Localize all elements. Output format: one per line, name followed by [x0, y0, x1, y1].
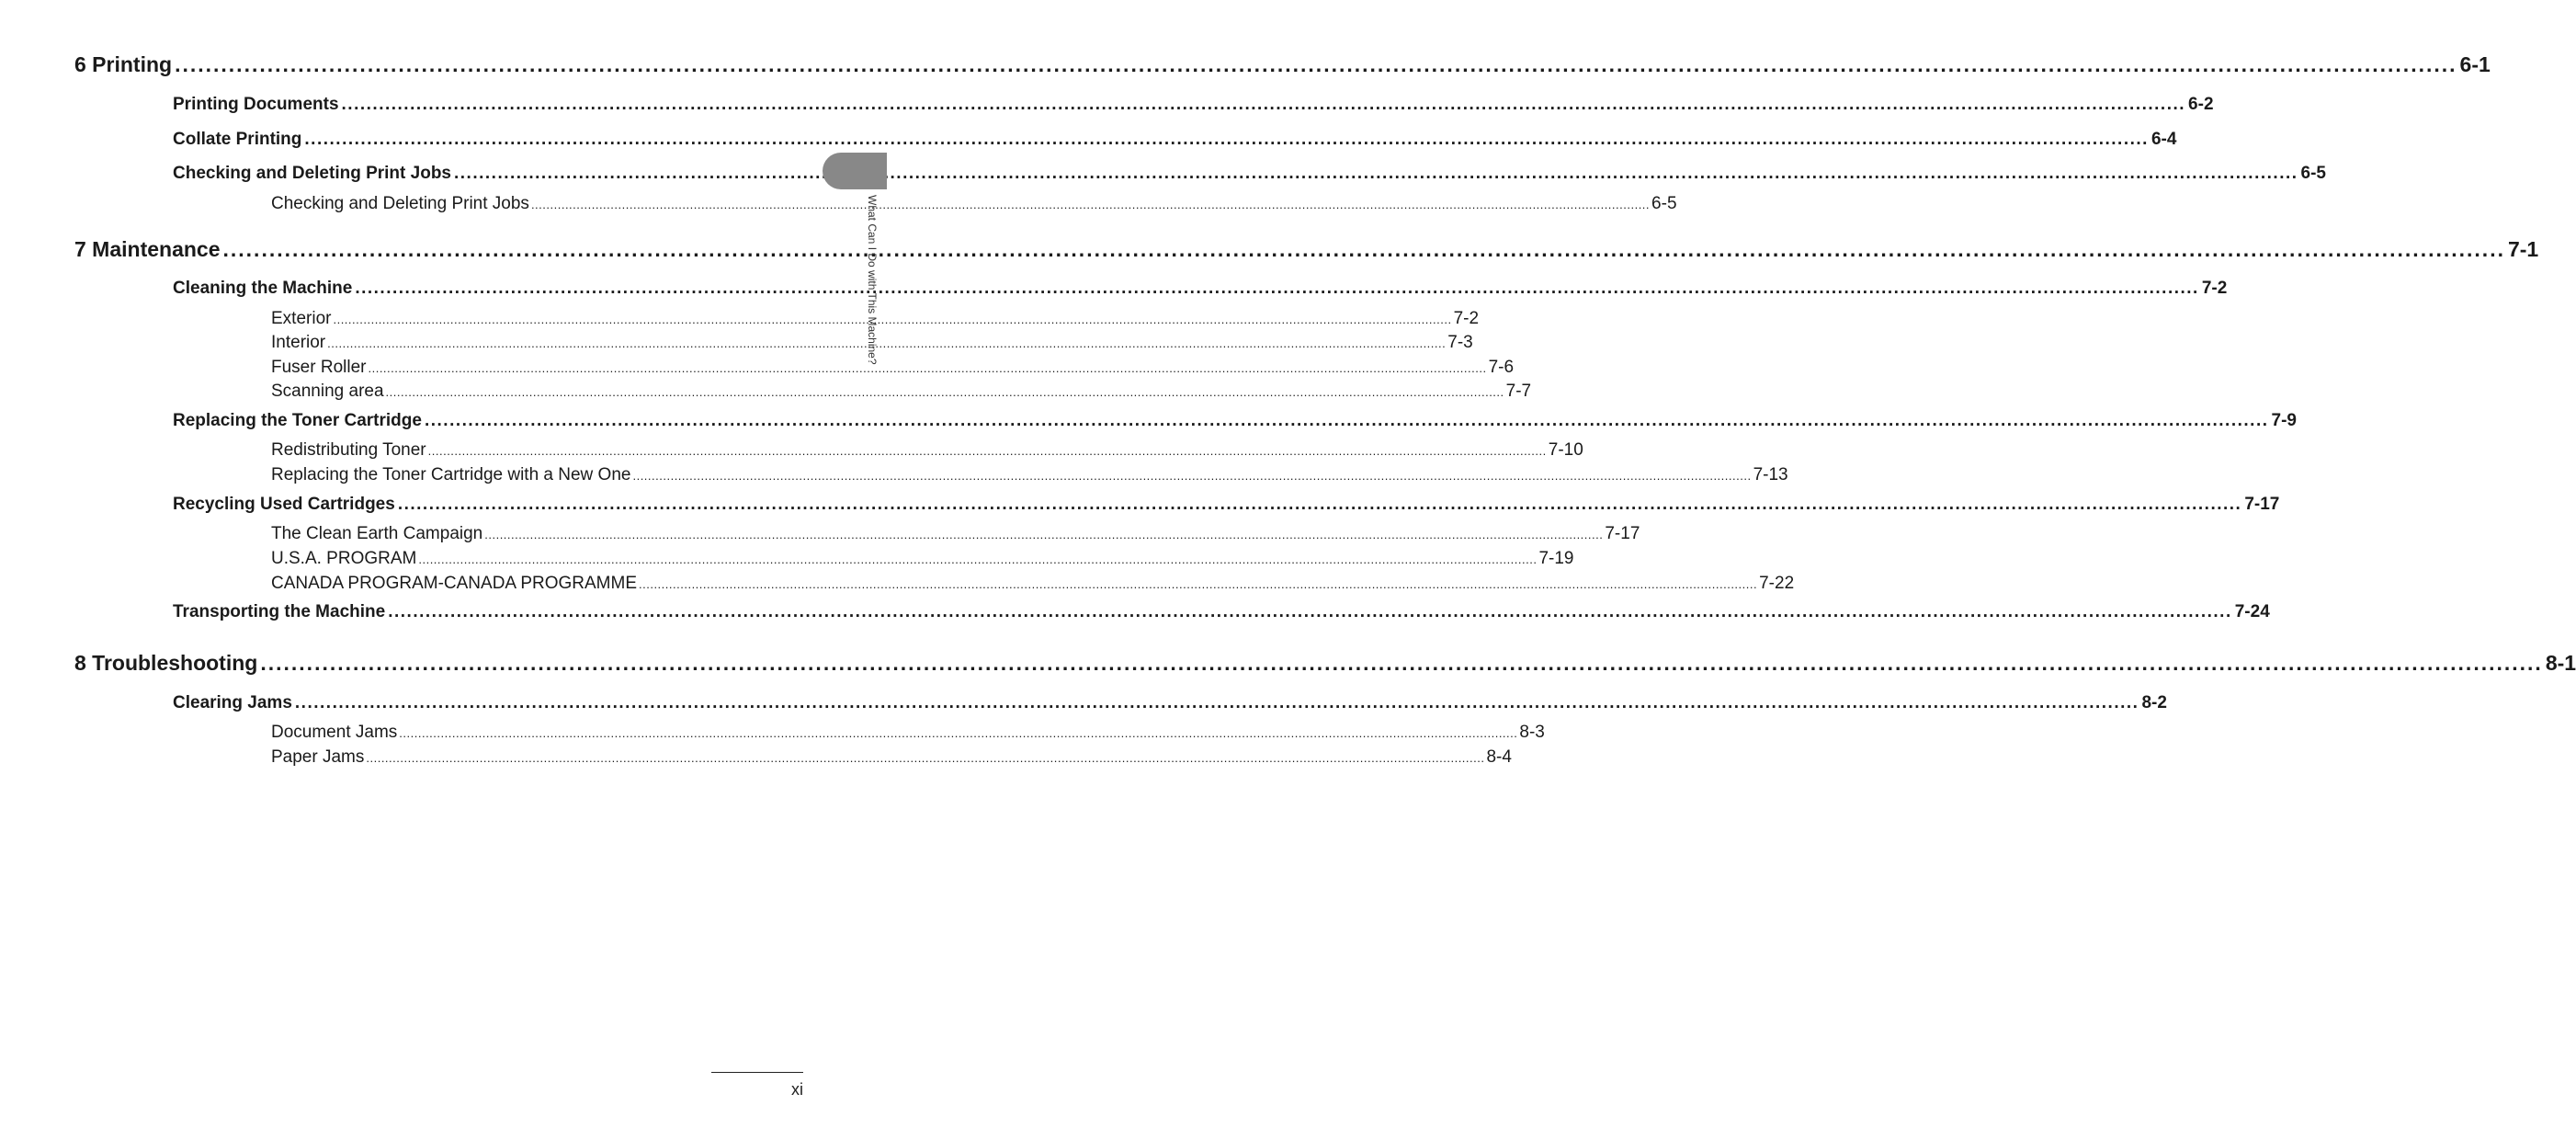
toc-subsection-clean-earth[interactable] — [271, 524, 1640, 544]
toc-title: The Clean Earth Campaign — [271, 524, 483, 543]
toc-page: 8-4 — [1486, 747, 1512, 767]
leader-dots — [388, 602, 2232, 622]
toc-title: Cleaning the Machine — [173, 279, 353, 298]
toc-subsection-document-jams[interactable] — [271, 723, 1545, 743]
toc-subsection-paper-jams[interactable] — [271, 747, 1512, 768]
leader-dots — [428, 444, 1547, 458]
chapter-side-tab[interactable] — [823, 153, 887, 189]
footer-rule — [711, 1072, 803, 1073]
leader-dots — [342, 95, 2186, 115]
page-number: xi — [791, 1080, 803, 1099]
toc-subsection-interior[interactable] — [271, 333, 1473, 353]
side-tab-label: What Can I Do with This Machine? — [866, 195, 879, 365]
toc-subsection-replacing-new-one[interactable] — [271, 465, 1788, 485]
toc-chapter-maintenance[interactable] — [74, 237, 2539, 262]
toc-section-printing-documents[interactable] — [173, 95, 2214, 115]
toc-section-cleaning[interactable] — [173, 279, 2228, 299]
leader-dots — [484, 528, 1603, 541]
toc-title: Clearing Jams — [173, 693, 292, 712]
leader-dots — [327, 336, 1446, 350]
leader-dots — [531, 198, 1650, 211]
leader-dots — [386, 385, 1504, 399]
toc-page: 7-2 — [1453, 309, 1480, 328]
toc-title: Redistributing Toner — [271, 440, 426, 460]
leader-dots — [425, 411, 2269, 431]
leader-dots — [355, 279, 2199, 299]
toc-chapter-printing[interactable] — [74, 52, 2491, 77]
toc-title: U.S.A. PROGRAM — [271, 549, 417, 568]
toc-title: Transporting the Machine — [173, 602, 386, 621]
leader-dots — [295, 693, 2139, 713]
toc-page: 7-2 — [2201, 279, 2228, 298]
toc-page: 8-3 — [1519, 723, 1545, 742]
toc-page: 6-5 — [2300, 164, 2326, 183]
toc-page: 6-5 — [1651, 194, 1677, 213]
toc-page: 7-1 — [2507, 237, 2539, 261]
leader-dots — [333, 313, 1451, 326]
toc-title: Scanning area — [271, 382, 384, 401]
toc-page: 7-10 — [1548, 440, 1583, 460]
toc-section-replacing-toner[interactable] — [173, 411, 2297, 431]
toc-page: 7-22 — [1759, 574, 1795, 593]
toc-title: Fuser Roller — [271, 358, 367, 377]
leader-dots — [399, 726, 1517, 740]
toc-title: Collate Printing — [173, 130, 302, 149]
toc-page: 7-6 — [1488, 358, 1515, 377]
toc-subsection-fuser-roller[interactable] — [271, 358, 1515, 378]
toc-page: 7-7 — [1505, 382, 1532, 401]
toc-subsection-checking-deleting[interactable] — [271, 194, 1677, 214]
toc-subsection-canada-program[interactable] — [271, 574, 1795, 594]
toc-section-clearing-jams[interactable] — [173, 693, 2167, 713]
leader-dots — [223, 237, 2505, 262]
toc-page: 7-9 — [2271, 411, 2297, 430]
toc-subsection-usa-program[interactable] — [271, 549, 1574, 569]
toc-page: 7-17 — [1605, 524, 1640, 543]
toc-page: 7-13 — [1753, 465, 1788, 484]
leader-dots — [368, 361, 1486, 375]
leader-dots — [639, 577, 1757, 591]
toc-title: Document Jams — [271, 723, 398, 742]
toc-title: Checking and Deleting Print Jobs — [271, 194, 529, 213]
toc-page: 6-4 — [2150, 130, 2177, 149]
toc-title: Exterior — [271, 309, 332, 328]
toc-section-transporting[interactable] — [173, 602, 2270, 622]
toc-page: 7-19 — [1538, 549, 1574, 568]
toc-title: Interior — [271, 333, 326, 352]
toc-page: 7-3 — [1447, 333, 1473, 352]
toc-page: 8-2 — [2141, 693, 2167, 712]
toc-subsection-scanning-area[interactable] — [271, 382, 1532, 402]
toc-title: Replacing the Toner Cartridge with a New One — [271, 465, 631, 484]
toc-page: 6-1 — [2459, 52, 2491, 76]
leader-dots — [632, 469, 1751, 483]
leader-dots — [175, 52, 2457, 77]
leader-dots — [398, 495, 2242, 515]
toc-title: Printing Documents — [173, 95, 339, 114]
toc-page: 7-24 — [2234, 602, 2270, 621]
toc-section-collate-printing[interactable] — [173, 130, 2177, 150]
leader-dots — [304, 130, 2149, 150]
toc-title: Replacing the Toner Cartridge — [173, 411, 422, 430]
toc-title: Recycling Used Cartridges — [173, 495, 395, 514]
leader-dots — [366, 751, 1484, 765]
toc-chapter-troubleshooting[interactable] — [74, 651, 2576, 676]
toc-page: 6-2 — [2188, 95, 2214, 114]
toc-subsection-exterior[interactable] — [271, 309, 1480, 329]
toc-title: CANADA PROGRAM-CANADA PROGRAMME — [271, 574, 637, 593]
toc-title: Paper Jams — [271, 747, 365, 767]
toc-section-checking-deleting[interactable] — [173, 164, 2326, 184]
toc-subsection-redistributing-toner[interactable] — [271, 440, 1583, 461]
toc-title: 6 Printing — [74, 52, 173, 76]
leader-dots — [260, 651, 2542, 676]
toc-title: 7 Maintenance — [74, 237, 221, 261]
leader-dots — [418, 553, 1537, 566]
toc-title: 8 Troubleshooting — [74, 651, 258, 675]
toc-title: Checking and Deleting Print Jobs — [173, 164, 451, 183]
toc-page: 8-1 — [2545, 651, 2576, 675]
toc-section-recycling[interactable] — [173, 495, 2280, 515]
leader-dots — [454, 164, 2298, 184]
toc-page: 7-17 — [2244, 495, 2280, 514]
